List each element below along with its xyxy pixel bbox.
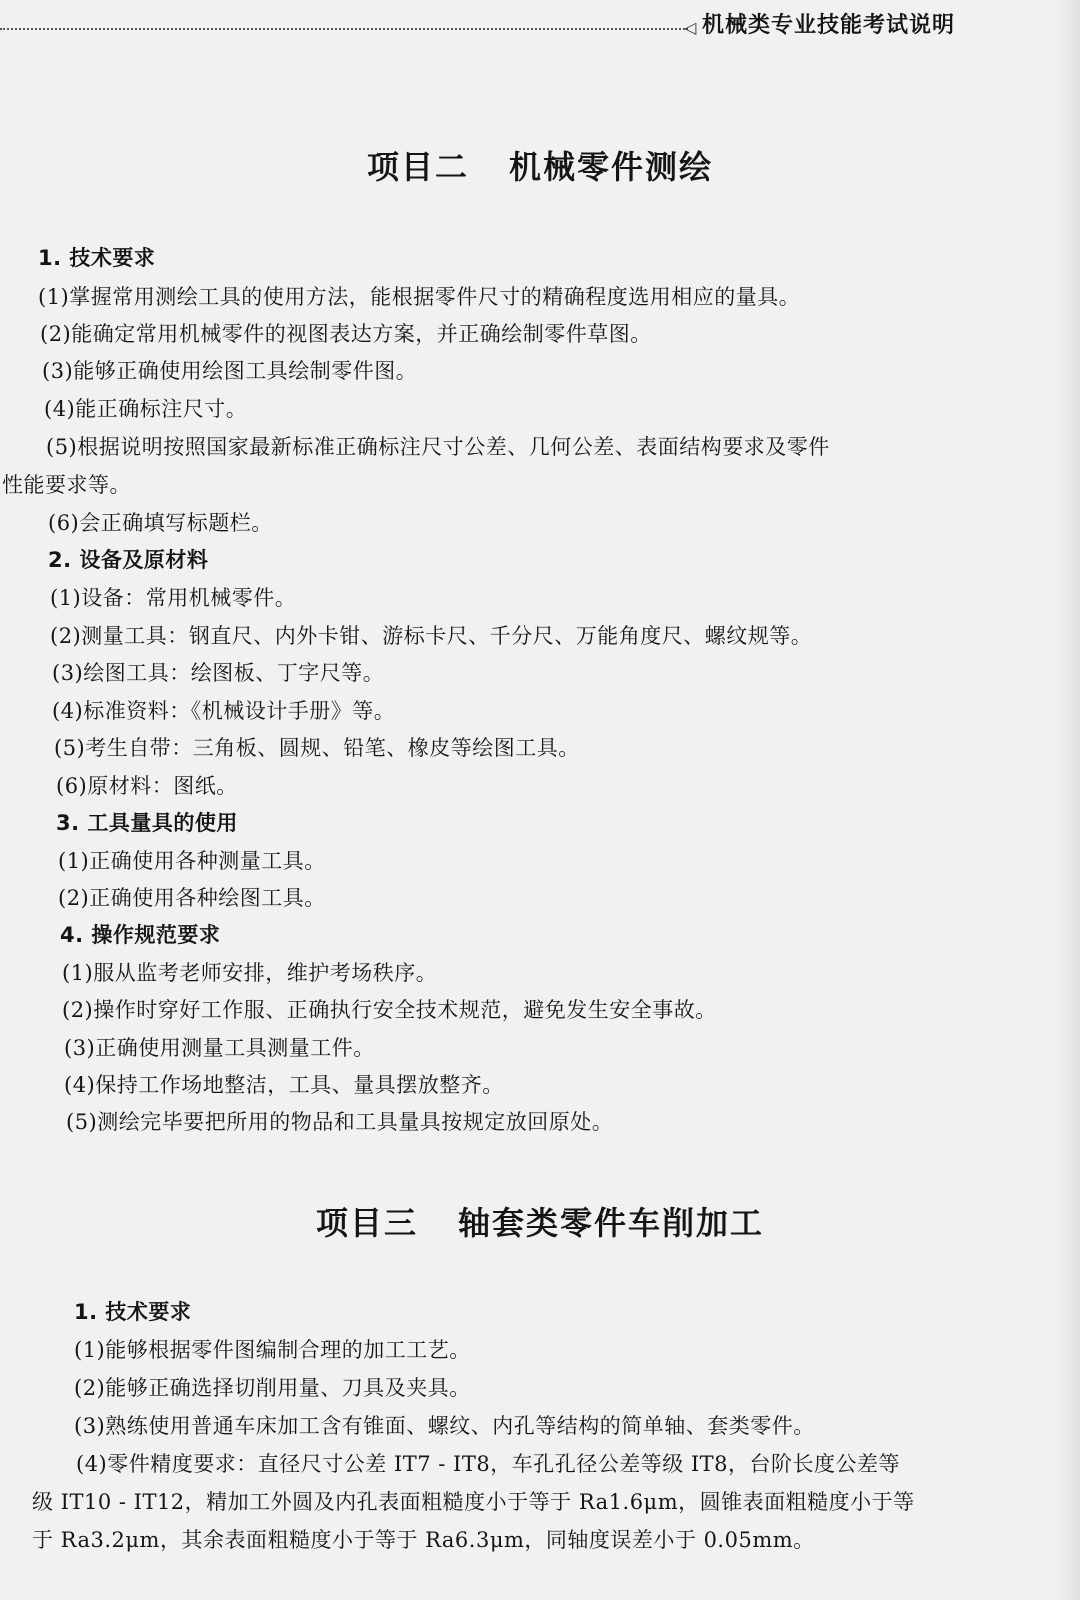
- section2-item-continued: 性能要求等。: [2, 473, 131, 497]
- section2-title: [0, 142, 1080, 188]
- section2-item: (2)操作时穿好工作服、正确执行安全技术规范，避免发生安全事故。: [62, 998, 717, 1022]
- section2-item: (6)原材料：图纸。: [56, 774, 238, 798]
- section2-item: (3)正确使用测量工具测量工件。: [64, 1036, 375, 1060]
- section3-item-continued: 于 Ra3.2μm，其余表面粗糙度小于等于 Ra6.3μm，同轴度误差小于 0.05mm。: [32, 1528, 815, 1552]
- section2-item: (2)能确定常用机械零件的视图表达方案，并正确绘制零件草图。: [40, 322, 652, 346]
- section2-heading-equipment: 2. 设备及原材料: [48, 548, 209, 572]
- header-dotted-rule: [0, 28, 688, 30]
- section2-item: (1)设备：常用机械零件。: [50, 586, 297, 610]
- section2-item: (5)考生自带：三角板、圆规、铅笔、橡皮等绘图工具。: [54, 736, 580, 760]
- section2-title-text: 机械零件测绘: [509, 148, 714, 186]
- section2-title-number: 项目二: [366, 148, 469, 186]
- section2-item: (6)会正确填写标题栏。: [48, 511, 273, 535]
- section3-title-text: 轴套类零件车削加工: [458, 1204, 765, 1242]
- section2-item: (2)正确使用各种绘图工具。: [58, 886, 326, 910]
- section2-heading-tech: 1. 技术要求: [38, 246, 156, 270]
- section3-item: (1)能够根据零件图编制合理的加工工艺。: [74, 1338, 471, 1362]
- section3-title-number: 项目三: [315, 1204, 418, 1242]
- section2-item: (3)绘图工具：绘图板、丁字尺等。: [52, 661, 385, 685]
- section3-item: (2)能够正确选择切削用量、刀具及夹具。: [74, 1376, 471, 1400]
- section3-item: (4)零件精度要求：直径尺寸公差 IT7 - IT8，车孔孔径公差等级 IT8，台阶长度公差等: [76, 1452, 901, 1476]
- running-header-title: 机械类专业技能考试说明: [702, 13, 956, 38]
- section3-title: [0, 1198, 1080, 1244]
- section2-item: (5)测绘完毕要把所用的物品和工具量具按规定放回原处。: [66, 1110, 614, 1134]
- section2-item: (1)服从监考老师安排，维护考场秩序。: [62, 961, 438, 985]
- section2-item: (5)根据说明按照国家最新标准正确标注尺寸公差、几何公差、表面结构要求及零件: [46, 435, 830, 459]
- section3-heading-tech: 1. 技术要求: [74, 1300, 192, 1324]
- section3-item-continued: 级 IT10 - IT12，精加工外圆及内孔表面粗糙度小于等于 Ra1.6μm，圆锥表面粗糙度小于等: [32, 1490, 915, 1514]
- section2-heading-tools: 3. 工具量具的使用: [56, 811, 238, 835]
- section2-item: (1)掌握常用测绘工具的使用方法，能根据零件尺寸的精确程度选用相应的量具。: [38, 285, 801, 309]
- section2-item: (4)保持工作场地整洁，工具、量具摆放整齐。: [64, 1073, 504, 1097]
- section2-item: (4)标准资料：《机械设计手册》等。: [52, 699, 396, 723]
- section2-item: (4)能正确标注尺寸。: [44, 397, 248, 421]
- header-triangle-icon: ◁: [684, 18, 697, 37]
- page-edge-shadow: [1058, 0, 1080, 1600]
- section2-item: (2)测量工具：钢直尺、内外卡钳、游标卡尺、千分尺、万能角度尺、螺纹规等。: [50, 624, 813, 648]
- section2-heading-operation: 4. 操作规范要求: [60, 923, 221, 947]
- section2-item: (1)正确使用各种测量工具。: [58, 849, 326, 873]
- section2-item: (3)能够正确使用绘图工具绘制零件图。: [42, 359, 418, 383]
- section3-item: (3)熟练使用普通车床加工含有锥面、螺纹、内孔等结构的简单轴、套类零件。: [74, 1414, 815, 1438]
